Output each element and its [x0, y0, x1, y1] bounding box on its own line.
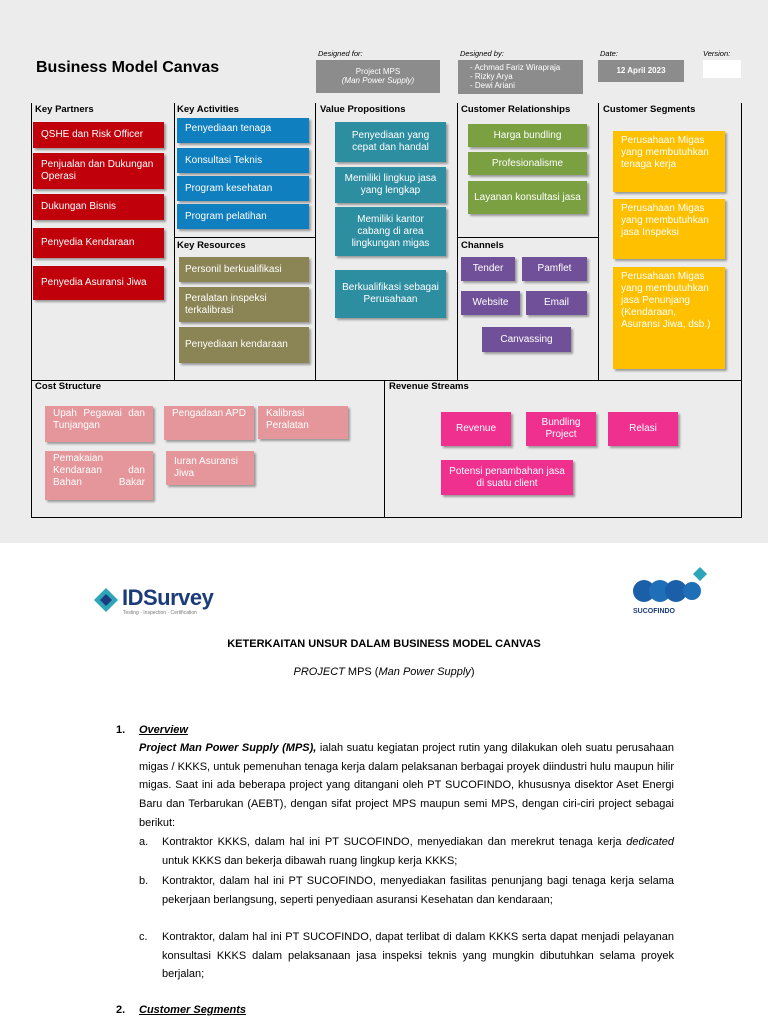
- document-title: KETERKAITAN UNSUR DALAM BUSINESS MODEL CANVAS: [227, 638, 541, 650]
- section-number: 1.: [116, 724, 126, 736]
- cost-text: Pemakaian Kendaraan dan Bahan Bakar: [53, 453, 145, 488]
- divider: [598, 103, 599, 381]
- divider: [32, 380, 742, 381]
- version-label: Version:: [703, 49, 731, 58]
- idsurvey-tagline: Testing · Inspection · Certification: [123, 610, 197, 616]
- activity-card: Program kesehatan: [177, 176, 309, 201]
- divider: [384, 380, 385, 518]
- activity-card: Konsultasi Teknis: [177, 148, 309, 173]
- overview-text: ialah suatu kegiatan project rutin yang dilakukan oleh suatu perusahaan migas / KKKS, untuk pemenuhan tenaga kerja dalam pelaksanan berbagai proyek diindustri hulu maupun hilir migas. Saat ini ada beberapa project yang ditangani oleh PT SUCOFINDO, khususnya disektor Aset Energi Baru dan Terbarukan (AEBT), dengan sifat project MPS maupun semi MPS, dengan ciri-ciri project sebagai berikut:: [139, 742, 674, 829]
- section-key-partners: Key Partners: [35, 104, 94, 115]
- section-key-activities: Key Activities: [177, 104, 239, 115]
- channel-card: Email: [526, 291, 587, 315]
- list-item: [139, 872, 674, 909]
- channel-card: Pamflet: [522, 257, 587, 281]
- list-text-part: Kontraktor KKKS, dalam hal ini PT SUCOFINDO, menyediakan dan merekrut tenaga kerja: [162, 836, 627, 848]
- partner-card: QSHE dan Risk Officer: [33, 122, 164, 148]
- section-revenue-streams: Revenue Streams: [389, 381, 469, 392]
- version-box: [703, 60, 741, 78]
- resource-card: Personil berkualifikasi: [179, 257, 309, 282]
- cost-card: Iuran Asuransi Jiwa: [166, 451, 254, 485]
- canvas-title: Business Model Canvas: [36, 59, 220, 76]
- section-value-propositions: Value Propositions: [320, 104, 406, 115]
- relationship-card: Profesionalisme: [468, 152, 587, 175]
- subtitle-part: MPS (: [344, 666, 379, 678]
- channel-card: Website: [461, 291, 520, 315]
- section-customer-segments: Customer Segments: [603, 104, 696, 115]
- revenue-card: Bundling Project: [526, 412, 596, 446]
- designed-for-detail: (Man Power Supply): [341, 76, 415, 86]
- channel-card: Canvassing: [482, 327, 571, 352]
- section-heading-overview: Overview: [139, 724, 188, 736]
- list-text: Kontraktor, dalam hal ini PT SUCOFINDO, menyediakan fasilitas penunjang bagi tenaga kerja selama pekerjaan berlangsung, seperti penyediaan asuransi Kesehatan dan kendaraan;: [162, 875, 674, 906]
- list-text-part: untuk KKKS dan bekerja dibawah ruang lingkup kerja KKKS;: [162, 854, 458, 867]
- designer-name: - Rizky Arya: [470, 72, 513, 82]
- document-subtitle: [0, 666, 768, 678]
- designed-by-label: Designed by:: [460, 49, 504, 58]
- value-card: Penyediaan yang cepat dan handal: [335, 122, 446, 162]
- cost-text: Upah Pegawai dan Tunjangan: [53, 408, 145, 431]
- section-channels: Channels: [461, 240, 504, 251]
- list-text: [162, 833, 674, 870]
- section-key-resources: Key Resources: [177, 240, 246, 251]
- list-label: a.: [139, 836, 149, 848]
- list-text: Kontraktor, dalam hal ini PT SUCOFINDO, dapat terlibat di dalam KKKS serta dapat menjadi pelayanan konsultasi KKKS dalam pelaksanaan jasa inspeksi teknis yang mungkin dibutuhkan selama proyek berjalan;: [162, 931, 674, 981]
- subtitle-part: ): [470, 666, 475, 678]
- list-item: [139, 833, 674, 870]
- revenue-card: Potensi penambahan jasa di suatu client: [441, 460, 573, 495]
- cost-card: [45, 406, 153, 442]
- subtitle-part: Man Power Supply: [378, 666, 471, 678]
- subtitle-part: PROJECT: [293, 666, 345, 678]
- section-heading-customer-segments: Customer Segments: [139, 1004, 246, 1016]
- list-text-italic: dedicated: [626, 836, 674, 848]
- cost-card: Kalibrasi Peralatan: [258, 406, 348, 439]
- list-label: c.: [139, 931, 148, 943]
- designed-for-label: Designed for:: [318, 49, 363, 58]
- designed-for-box: [316, 60, 440, 93]
- partner-card: Penjualan dan Dukungan Operasi: [33, 153, 164, 189]
- divider: [457, 237, 599, 238]
- partner-card: Penyedia Asuransi Jiwa: [33, 266, 164, 300]
- cost-card: [45, 451, 153, 500]
- section-cost-structure: Cost Structure: [35, 381, 101, 392]
- idsurvey-mark-icon: [92, 586, 120, 614]
- resource-card: Peralatan inspeksi terkalibrasi: [179, 287, 309, 322]
- section-number: 2.: [116, 1004, 126, 1016]
- cost-card: Pengadaan APD: [164, 406, 254, 440]
- channel-card: Tender: [461, 257, 515, 281]
- divider: [174, 103, 175, 381]
- segment-card: Perusahaan Migas yang membutuhkan jasa Inspeksi: [613, 199, 725, 259]
- overview-lead: Project Man Power Supply (MPS),: [139, 742, 317, 754]
- designed-for-project: Project MPS: [355, 67, 401, 76]
- value-card: Memiliki lingkup jasa yang lengkap: [335, 167, 446, 203]
- revenue-card: Relasi: [608, 412, 678, 446]
- list-item: [139, 928, 674, 984]
- divider: [457, 103, 458, 381]
- sucofindo-wordmark: SUCOFINDO: [633, 608, 675, 615]
- partner-card: Dukungan Bisnis: [33, 194, 164, 220]
- divider: [174, 237, 316, 238]
- document-page: [0, 543, 768, 1024]
- idsurvey-wordmark: IDSurvey: [122, 585, 214, 610]
- idsurvey-logo: [92, 583, 222, 617]
- divider: [315, 103, 316, 381]
- relationship-card: Harga bundling: [468, 124, 587, 147]
- sucofindo-globe-icon: [630, 565, 710, 609]
- partner-card: Penyedia Kendaraan: [33, 228, 164, 258]
- date-label: Date:: [600, 49, 618, 58]
- value-card: Berkualifikasi sebagai Perusahaan: [335, 270, 446, 318]
- value-card: Memiliki kantor cabang di area lingkungan migas: [335, 207, 446, 256]
- relationship-card: Layanan konsultasi jasa: [468, 181, 587, 214]
- section-customer-relationships: Customer Relationships: [461, 104, 571, 115]
- designed-by-box: [458, 60, 583, 94]
- sucofindo-logo: [630, 565, 710, 619]
- revenue-card: Revenue: [441, 412, 511, 446]
- designer-name: - Dewi Ariani: [470, 81, 515, 91]
- segment-card: Perusahaan Migas yang membutuhkan jasa Penunjang (Kendaraan, Asuransi Jiwa, dsb.): [613, 267, 725, 369]
- designer-name: - Achmad Fariz Wirapraja: [470, 63, 561, 72]
- list-label: b.: [139, 875, 149, 887]
- overview-paragraph: [139, 739, 674, 833]
- date-box: 12 April 2023: [598, 60, 684, 82]
- activity-card: Program pelatihan: [177, 204, 309, 229]
- resource-card: Penyediaan kendaraan: [179, 327, 309, 363]
- activity-card: Penyediaan tenaga: [177, 118, 309, 143]
- segment-card: Perusahaan Migas yang membutuhkan tenaga kerja: [613, 131, 725, 192]
